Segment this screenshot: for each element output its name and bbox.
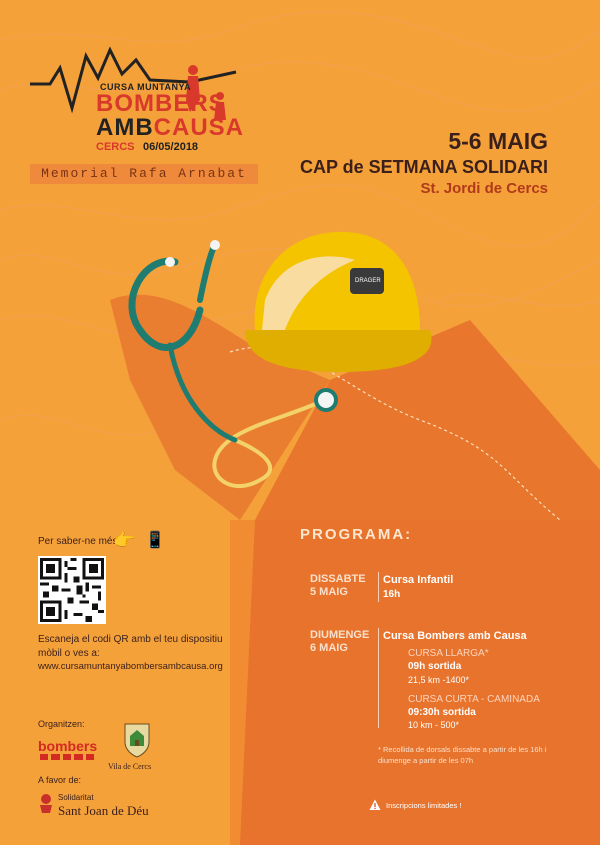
program-divider-sunday [378, 628, 379, 728]
memorial-banner: Memorial Rafa Arnabat [30, 164, 258, 184]
event-logo [30, 38, 270, 158]
hero-subtitle: CAP de SETMANA SOLIDARI [299, 157, 548, 177]
logo-title-line2: AMBCAUSA [96, 114, 244, 141]
hero-date: 5-6 MAIG [448, 128, 548, 154]
program-divider-saturday [378, 572, 379, 602]
saturday-time: 16h [383, 589, 401, 600]
warning-icon [369, 799, 381, 811]
short-race-title: CURSA CURTA - CAMINADA [408, 694, 540, 705]
mobile-phone-icon: 📱 [145, 532, 165, 549]
sponsor-small-text: Solidaritat [58, 793, 94, 802]
organizers-label: Organitzen: [38, 719, 85, 729]
long-race-title: CURSA LLARGA* [408, 648, 489, 659]
bib-pickup-note: * Recollida de dorsals dissabte a partir de les 16h i diumenge a partir de les 07h [378, 745, 547, 765]
sunday-event: Cursa Bombers amb Causa [383, 630, 527, 642]
short-race-stats: 10 km - 500* [408, 720, 460, 730]
qr-code[interactable] [38, 556, 106, 624]
saturday-day: DISSABTE 5 MAIG [310, 573, 366, 598]
bombers-logo-stripes [40, 754, 94, 760]
logo-title-line1: BOMBERS [96, 90, 226, 117]
hero-place: St. Jordi de Cercs [420, 180, 548, 197]
long-race-stats: 21,5 km -1400* [408, 675, 470, 685]
svg-text:DRAGER: DRAGER [355, 278, 381, 284]
saturday-event: Cursa Infantil [383, 574, 454, 586]
sponsor-name: Sant Joan de Déu [58, 803, 149, 818]
website-link[interactable]: www.cursamuntanyabombersambcausa.org [38, 661, 223, 672]
limited-registration-notice: Inscripcions limitades ! [386, 801, 462, 810]
sunday-day: DIUMENGE 6 MAIG [310, 629, 370, 654]
sant-joan-de-deu-icon [38, 793, 54, 813]
vila-cercs-logo-text: Vila de Cercs [108, 762, 152, 771]
beneficiary-label: A favor de: [38, 775, 82, 785]
more-info-label: Per saber-ne més: [38, 536, 121, 547]
long-race-time: 09h sortida [408, 661, 462, 672]
bombers-logo: bombers [38, 738, 98, 754]
program-title: PROGRAMA: [300, 526, 413, 543]
pointing-hand-icon: 👉 [113, 530, 136, 550]
logo-place: CERCS [96, 141, 135, 153]
cercs-shield-icon [122, 722, 152, 758]
logo-date: 06/05/2018 [143, 141, 199, 153]
logo-subtitle: CURSA MUNTANYA [100, 82, 192, 92]
scan-instructions: Escaneja el codi QR amb el teu dispositiu mòbil o ves a: [38, 634, 223, 659]
helmet-illustration [245, 232, 432, 372]
short-race-time: 09:30h sortida [408, 707, 476, 718]
